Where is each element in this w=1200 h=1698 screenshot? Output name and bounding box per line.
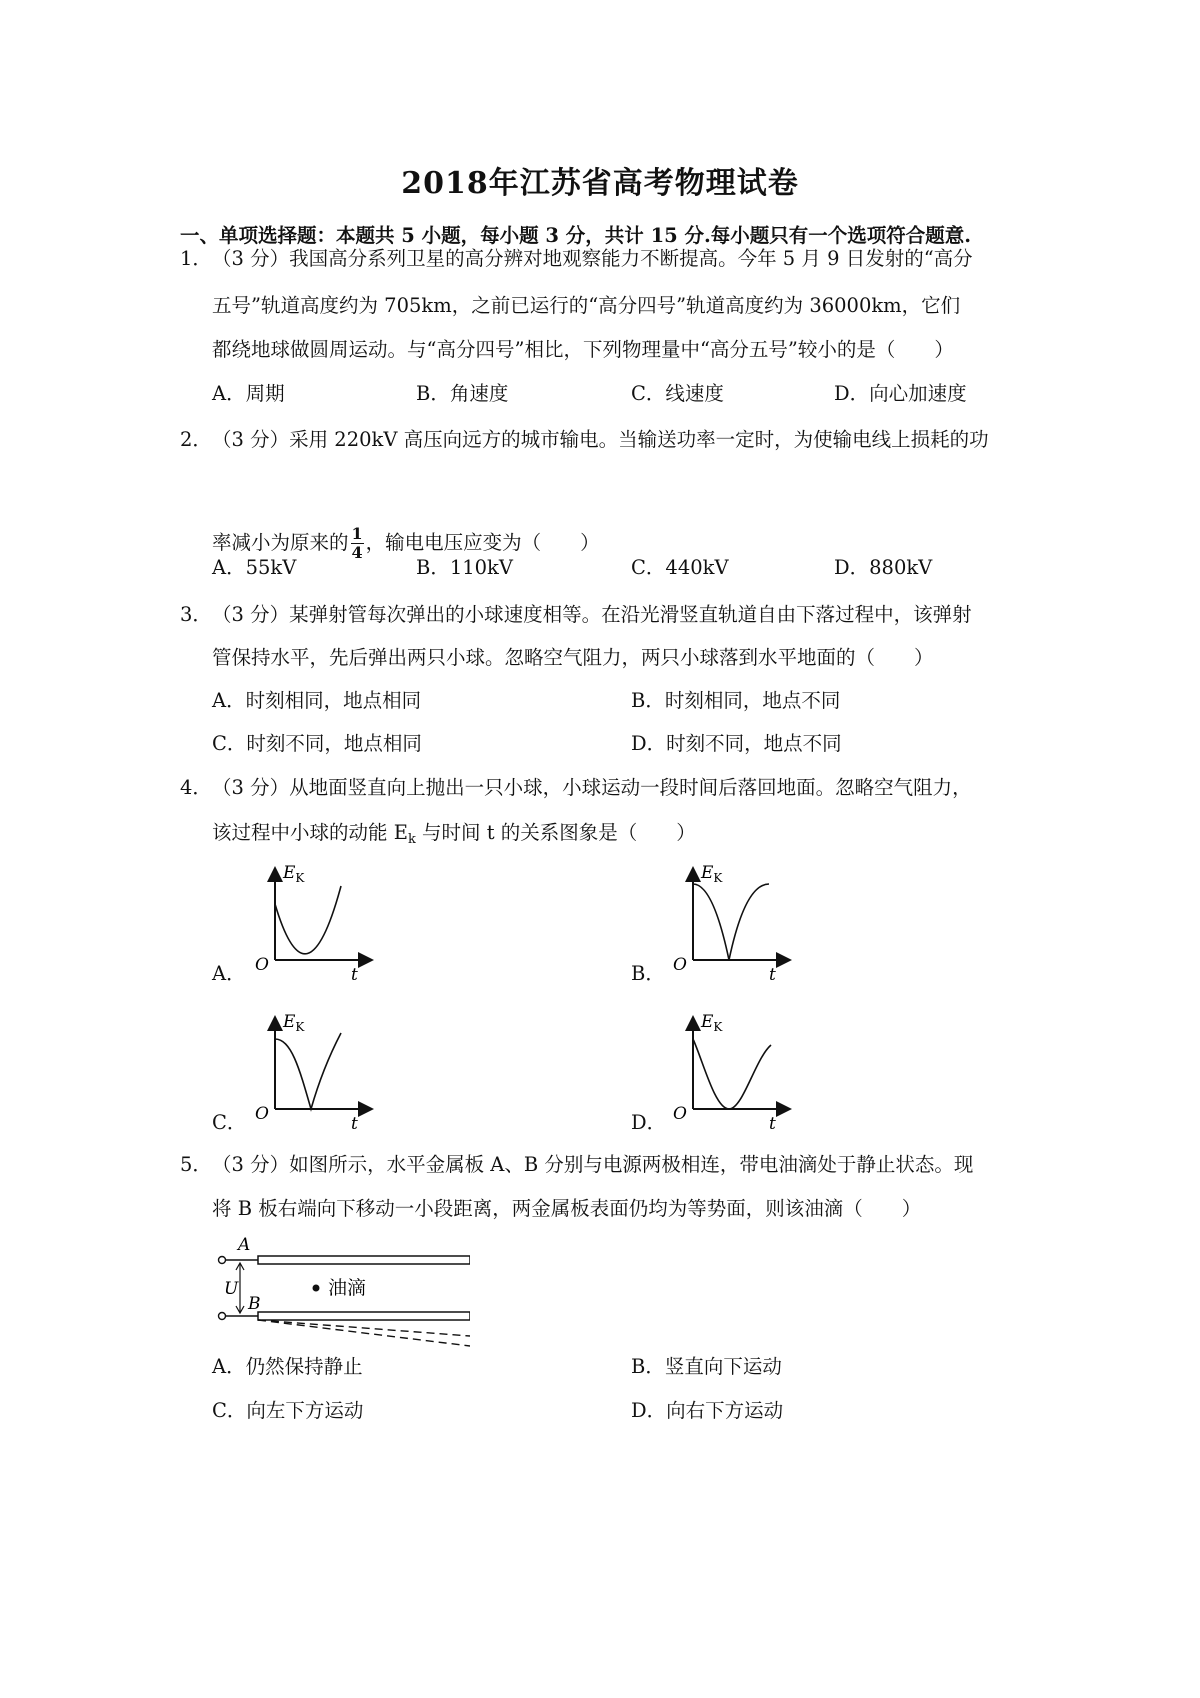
ek-subscript: k — [407, 832, 416, 847]
fraction-denominator: 4 — [351, 543, 363, 562]
q3-option-a[interactable]: A．时刻相同，地点相同 — [212, 689, 422, 712]
moved-plate-b-bottom — [258, 1320, 470, 1346]
q4-number: 4． — [180, 776, 212, 799]
q4-line-2-post: 与时间 t 的关系图象是（ ） — [415, 821, 696, 844]
q3-line-2: 管保持水平，先后弹出两只小球。忽略空气阻力，两只小球落到水平地面的（ ） — [212, 646, 934, 669]
fraction-numerator: 1 — [351, 524, 363, 543]
voltage-label: U — [224, 1279, 239, 1299]
q2-line-2-post: ，输电电压应变为（ ） — [365, 531, 600, 554]
origin-label: O — [673, 955, 687, 975]
t-axis-label: t — [351, 965, 358, 985]
ek-axis-label: $E_K$ — [283, 1012, 305, 1034]
exam-title: 2018年江苏省高考物理试卷 — [401, 166, 799, 201]
q1-option-c[interactable]: C．线速度 — [631, 382, 724, 405]
q2-option-a[interactable]: A．55kV — [212, 556, 297, 579]
origin-label: O — [673, 1104, 687, 1124]
q5-option-c[interactable]: C．向左下方运动 — [212, 1399, 364, 1422]
q4-option-c-label[interactable]: C． — [212, 1111, 247, 1134]
q2-option-c[interactable]: C．440kV — [631, 556, 729, 579]
ek-axis-label: $E_K$ — [283, 863, 305, 885]
terminal-bottom — [219, 1313, 226, 1320]
q5-line-2: 将 B 板右端向下移动一小段距离，两金属板表面仍均为等势面，则该油滴（ ） — [212, 1197, 922, 1220]
origin-label: O — [255, 1104, 269, 1124]
q2-option-d[interactable]: D．880kV — [834, 556, 933, 579]
q5-option-b[interactable]: B．竖直向下运动 — [631, 1355, 782, 1378]
q2-line-1: （3 分）采用 220kV 高压向远方的城市输电。当输送功率一定时，为使输电线上损耗的功 — [212, 428, 989, 451]
q5-line-1: （3 分）如图所示，水平金属板 A、B 分别与电源两极相连，带电油滴处于静止状态。现 — [212, 1153, 974, 1176]
q2-option-b[interactable]: B．110kV — [416, 556, 513, 579]
q5-number: 5． — [180, 1153, 212, 1176]
plate-a — [258, 1256, 470, 1264]
q3-option-b[interactable]: B．时刻相同，地点不同 — [631, 689, 841, 712]
q4-line-1: （3 分）从地面竖直向上抛出一只小球，小球运动一段时间后落回地面。忽略空气阻力， — [212, 776, 972, 799]
q5-option-a[interactable]: A．仍然保持静止 — [212, 1355, 363, 1378]
q3-option-d[interactable]: D．时刻不同，地点不同 — [631, 732, 842, 755]
q1-line-2: 五号”轨道高度约为 705km，之前已运行的“高分四号”轨道高度约为 36000km，它们 — [212, 294, 961, 317]
t-axis-label: t — [769, 965, 776, 985]
t-axis-label: t — [351, 1114, 358, 1134]
q1-number: 1． — [180, 247, 212, 270]
ek-curve — [693, 1039, 771, 1109]
oil-drop — [313, 1285, 320, 1292]
q2-number: 2． — [180, 428, 212, 451]
plate-a-label: A — [238, 1235, 251, 1255]
q3-number: 3． — [180, 603, 212, 626]
q4-graph-d[interactable] — [663, 1011, 803, 1146]
terminal-top — [219, 1257, 226, 1264]
q1-line-3: 都绕地球做圆周运动。与“高分四号”相比，下列物理量中“高分五号”较小的是（ ） — [212, 338, 954, 361]
q3-line-1: （3 分）某弹射管每次弹出的小球速度相等。在沿光滑竖直轨道自由下落过程中，该弹射 — [212, 603, 972, 626]
q4-line-2-pre: 该过程中小球的动能 E — [212, 821, 408, 844]
q1-option-d[interactable]: D．向心加速度 — [834, 382, 967, 405]
ek-curve — [275, 886, 341, 954]
ek-axis-label: $E_K$ — [701, 863, 723, 885]
q5-option-d[interactable]: D．向右下方运动 — [631, 1399, 784, 1422]
t-axis-label: t — [769, 1114, 776, 1134]
q4-graph-a[interactable] — [245, 862, 385, 997]
oil-drop-label: 油滴 — [328, 1277, 367, 1299]
plate-b-label: B — [248, 1294, 261, 1314]
q2-line-2-pre: 率减小为原来的 — [212, 531, 349, 554]
capacitor-figure — [210, 1230, 470, 1350]
plate-b — [258, 1312, 470, 1320]
quarter-fraction — [351, 525, 364, 562]
origin-label: O — [255, 955, 269, 975]
ek-curve — [275, 1033, 341, 1109]
ek-curve — [693, 884, 769, 960]
ek-axis-label: $E_K$ — [701, 1012, 723, 1034]
q4-line-2 — [212, 817, 696, 847]
q4-option-d-label[interactable]: D． — [631, 1111, 667, 1134]
q1-line-1: （3 分）我国高分系列卫星的高分辨对地观察能力不断提高。今年 5 月 9 日发射的“高分 — [212, 247, 973, 270]
q4-graph-b[interactable] — [663, 862, 803, 997]
q4-option-a-label[interactable]: A． — [212, 962, 246, 985]
q1-option-b[interactable]: B．角速度 — [416, 382, 509, 405]
q4-graph-c[interactable] — [245, 1011, 385, 1146]
section-heading: 一、单项选择题：本题共 5 小题，每小题 3 分，共计 15 分.每小题只有一个选项符合题意. — [180, 224, 972, 247]
q3-option-c[interactable]: C．时刻不同，地点相同 — [212, 732, 422, 755]
q4-option-b-label[interactable]: B． — [631, 962, 665, 985]
q1-option-a[interactable]: A．周期 — [212, 382, 285, 405]
